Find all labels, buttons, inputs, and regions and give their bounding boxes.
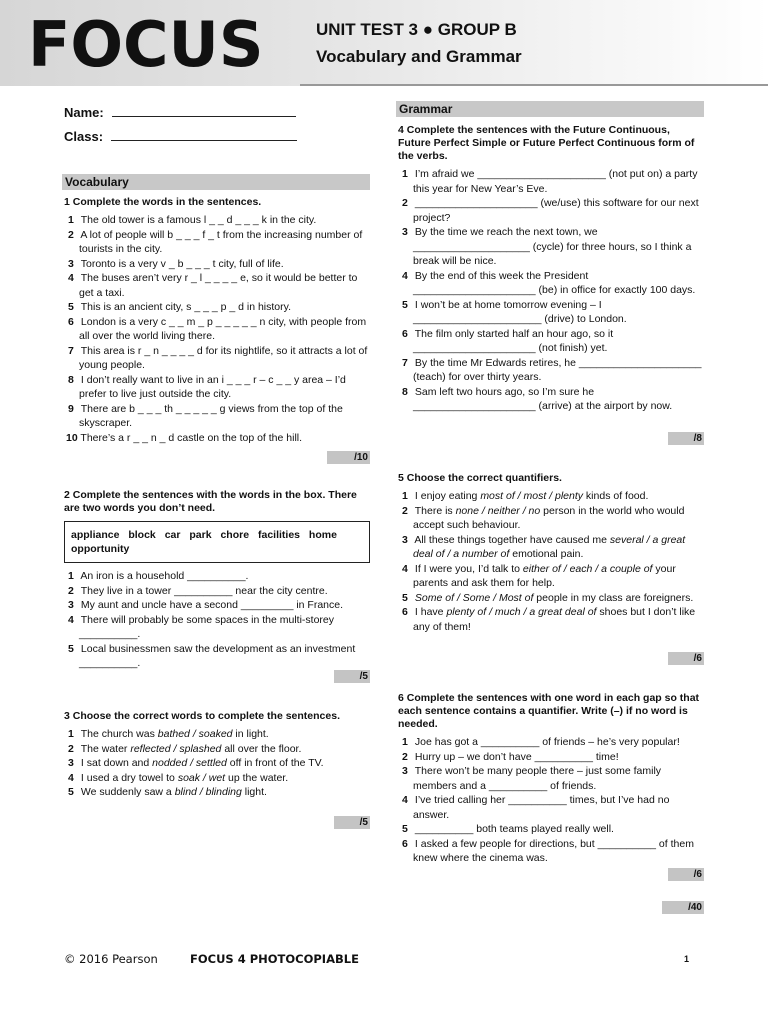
vocabulary-heading: Vocabulary (62, 174, 370, 190)
question-number: 4 (68, 613, 74, 626)
total-score: /40 (662, 901, 704, 914)
question-text-after: person in the world who would accept such behaviour. (413, 504, 685, 531)
question-number: 3 (68, 757, 74, 769)
question-item (64, 228, 368, 257)
question-number: 5 (68, 786, 74, 798)
question-item (398, 356, 704, 385)
class-label: Class: (64, 129, 104, 144)
question-text-before: I sat down and (80, 757, 153, 769)
question-text: Local businessmen saw the development as an investment __________. (79, 642, 356, 669)
question-text: There will probably be some spaces in the multi-storey __________. (79, 613, 335, 640)
ex5-instruction: 5 Choose the correct quantifiers. (398, 472, 562, 484)
question-item (64, 584, 370, 599)
answer-options[interactable]: several / a great deal of / a number of (413, 533, 686, 560)
class-field[interactable] (64, 128, 297, 144)
question-number: 1 (402, 736, 408, 748)
question-item (64, 315, 368, 344)
question-text: This area is r _ n _ _ _ _ d for its nightlife, so it attracts a lot of young people. (79, 344, 368, 371)
question-number: 3 (402, 226, 408, 238)
question-item (398, 327, 704, 356)
question-text: My aunt and uncle have a second _________ in France. (80, 599, 344, 611)
question-number: 5 (402, 591, 408, 604)
ex2-score: /5 (334, 670, 370, 683)
question-item (64, 613, 370, 642)
question-item (398, 562, 704, 591)
question-item (398, 504, 704, 533)
question-item (398, 225, 704, 269)
question-item (398, 793, 704, 822)
question-text-after: up the water. (225, 771, 289, 784)
question-item (398, 167, 704, 196)
question-text: There won’t be many people there – just some family members and a __________ of friends. (413, 765, 662, 792)
question-text: London is a very c _ _ m _ p _ _ _ _ _ n city, with people from all over the world living there. (79, 315, 367, 342)
ex4-score: /8 (668, 432, 704, 445)
question-item (64, 598, 370, 613)
question-text: This is an ancient city, s _ _ _ p _ d in history. (80, 301, 292, 313)
question-text: Joe has got a __________ of friends – he’s very popular! (414, 736, 680, 748)
ex6-list (398, 735, 704, 866)
question-number: 5 (402, 823, 408, 835)
focus-logo: FOCUS (28, 8, 264, 81)
question-number: 5 (68, 642, 74, 655)
answer-options[interactable]: bathed / soaked (157, 728, 233, 740)
question-text-after: kinds of food. (583, 490, 649, 502)
name-field[interactable] (64, 104, 296, 120)
question-item (64, 756, 370, 771)
question-number: 4 (402, 269, 408, 282)
question-number: 3 (68, 257, 74, 270)
exercise-5 (398, 472, 704, 634)
question-number: 2 (402, 504, 408, 517)
ex3-instruction: 3 Choose the correct words to complete the sentences. (64, 710, 340, 722)
ex3-list (64, 727, 370, 800)
question-number: 3 (402, 765, 408, 777)
question-number: 4 (68, 771, 74, 784)
question-text: By the time we reach the next town, we ____________________ (cycle) for three hours, so I think a break will be nice. (413, 226, 692, 267)
ex1-instruction: 1 Complete the words in the sentences. (64, 196, 262, 208)
question-item (64, 271, 368, 300)
question-number: 5 (68, 301, 74, 313)
page-number: 1 (684, 954, 690, 964)
question-number: 7 (68, 344, 74, 357)
name-label: Name: (64, 105, 104, 120)
question-item (398, 196, 704, 225)
product-label: FOCUS 4 PHOTOCOPIABLE (190, 952, 359, 966)
question-text: The old tower is a famous l _ _ d _ _ _ k in the city. (80, 214, 317, 226)
question-number: 2 (68, 584, 74, 597)
question-text-before: We suddenly saw a (80, 786, 175, 798)
question-item (398, 735, 704, 750)
word-box: appliance block car park chore facilities home opportunity (64, 521, 370, 563)
question-text-before: If I were you, I’d talk to (414, 562, 523, 575)
question-item (398, 269, 704, 298)
question-item (64, 402, 368, 431)
answer-options[interactable]: nodded / settled (152, 757, 227, 769)
question-number: 1 (68, 214, 74, 226)
question-item (398, 298, 704, 327)
question-number: 2 (68, 742, 74, 755)
question-text: _____________________ (we/use) this software for our next project? (413, 197, 699, 224)
question-text: Sam left two hours ago, so I’m sure he _____________________ (arrive) at the airport by now. (413, 385, 673, 412)
question-number: 4 (68, 272, 74, 284)
question-number: 3 (68, 599, 74, 611)
question-text: Toronto is a very v _ b _ _ _ t city, full of life. (80, 257, 284, 270)
question-text: A lot of people will b _ _ _ f _ t from the increasing number of tourists in the city. (79, 228, 363, 255)
question-text-after: emotional pain. (509, 548, 584, 560)
class-line[interactable] (111, 128, 297, 141)
answer-options[interactable]: either of / each / a couple of (522, 562, 653, 575)
question-number: 2 (68, 228, 74, 241)
question-item (64, 373, 368, 402)
question-text: I asked a few people for directions, but __________ of them knew where the cinema was. (413, 837, 694, 864)
question-text: Hurry up – we don’t have __________ time! (414, 750, 619, 763)
unit-subtitle: Vocabulary and Grammar (316, 47, 522, 66)
question-text: By the end of this week the President _____________________ (be) in office for exactly 100 days. (413, 269, 696, 296)
ex4-list (398, 167, 704, 414)
question-number: 5 (402, 298, 408, 311)
question-text: I don’t really want to live in an i _ _ _ r – c _ _ y area – I’d prefer to live just outside the city. (79, 373, 346, 400)
question-number: 4 (402, 562, 408, 575)
question-text: By the time Mr Edwards retires, he _____________________ (teach) for over thirty years. (413, 356, 702, 383)
question-number: 6 (68, 315, 74, 328)
question-number: 6 (402, 606, 408, 618)
answer-options[interactable]: blind / blinding (174, 786, 242, 798)
question-number: 1 (68, 728, 74, 740)
exercise-2 (64, 489, 370, 671)
question-text: They live in a tower __________ near the city centre. (80, 584, 328, 597)
question-number: 6 (402, 327, 408, 340)
exercise-1 (64, 196, 368, 445)
question-item (398, 591, 704, 606)
answer-options[interactable]: soak / wet (177, 771, 226, 784)
exercise-6 (398, 692, 704, 866)
question-text: I won’t be at home tomorrow evening – I ______________________ (drive) to London. (413, 298, 627, 325)
ex5-list (398, 489, 704, 634)
question-text: An iron is a household __________. (80, 570, 249, 582)
ex6-instruction: 6 Complete the sentences with one word in each gap so that each sentence contains a quantifier. Write (–) if no word is needed. (398, 692, 700, 730)
question-number: 10 (66, 431, 78, 444)
question-number: 3 (402, 533, 408, 546)
answer-options[interactable]: plenty of / much / a great deal of (446, 606, 597, 618)
question-text: The film only started half an hour ago, so it _____________________ (not finish) yet. (413, 327, 614, 354)
ex1-list (64, 213, 368, 445)
ex6-score: /6 (668, 868, 704, 881)
question-number: 6 (402, 837, 408, 850)
question-text: __________ both teams played really well. (414, 823, 614, 835)
question-text-after: off in front of the TV. (226, 757, 324, 769)
question-item (64, 300, 368, 315)
question-text-before: I have (414, 606, 447, 618)
question-number: 2 (402, 197, 408, 209)
question-text: The buses aren’t very r _ l _ _ _ _ e, so it would be better to get a taxi. (79, 272, 358, 299)
question-item (64, 642, 370, 671)
grammar-heading: Grammar (396, 101, 704, 117)
question-text: I’m afraid we ______________________ (not put on) a party this year for New Year’s Eve. (413, 168, 698, 195)
question-item (64, 431, 368, 446)
question-item (398, 489, 704, 504)
question-text-before: All these things together have caused me (414, 533, 610, 546)
question-item (398, 385, 704, 414)
question-text: There’s a r _ _ n _ d castle on the top of the hill. (80, 431, 303, 444)
question-item (64, 785, 370, 800)
ex2-list (64, 569, 370, 671)
question-text-before: The church was (80, 728, 158, 740)
question-item (64, 213, 368, 228)
name-line[interactable] (112, 104, 296, 117)
question-text-before: I used a dry towel to (80, 771, 178, 784)
ex2-instruction: 2 Complete the sentences with the words in the box. There are two words you don’t need. (64, 489, 357, 514)
answer-options[interactable]: most of / most / plenty (480, 490, 584, 502)
question-item (398, 837, 704, 866)
unit-title: UNIT TEST 3 ● GROUP B (316, 20, 517, 39)
question-text-after: shoes but I don’t like any of them! (413, 606, 696, 633)
question-item (64, 344, 368, 373)
question-item (64, 569, 370, 584)
exercise-3 (64, 710, 370, 800)
question-item (398, 605, 704, 634)
question-text-before: I enjoy eating (414, 490, 481, 502)
question-text-after: in light. (232, 728, 269, 740)
question-text-after: all over the floor. (221, 742, 302, 755)
ex1-score: /10 (327, 451, 370, 464)
question-text-after: people in my class are foreigners. (533, 591, 694, 604)
question-item (398, 750, 704, 765)
ex4-instruction: 4 Complete the sentences with the Future Continuous, Future Perfect Simple or Future Perfect Continuous form of the verbs. (398, 124, 695, 162)
question-number: 1 (402, 168, 408, 180)
question-text-before: The water (80, 742, 131, 755)
question-text-after: your parents and ask them for help. (413, 562, 676, 589)
answer-options[interactable]: Some of / Some / Most of (414, 591, 534, 604)
question-item (398, 533, 704, 562)
question-number: 9 (68, 402, 74, 415)
question-item (398, 764, 704, 793)
ex3-score: /5 (334, 816, 370, 829)
question-number: 8 (68, 373, 74, 386)
question-item (64, 771, 370, 786)
question-number: 4 (402, 794, 408, 806)
question-text: There are b _ _ _ th _ _ _ _ _ g views from the top of the skyscraper. (79, 402, 343, 429)
question-number: 1 (68, 570, 74, 582)
question-number: 2 (402, 750, 408, 763)
answer-options[interactable]: reflected / splashed (130, 742, 222, 755)
copyright: © 2016 Pearson (64, 952, 158, 966)
question-item (398, 822, 704, 837)
question-text-before: There is (414, 504, 456, 517)
exercise-4 (398, 124, 704, 414)
question-item (64, 257, 368, 272)
answer-options[interactable]: none / neither / no (455, 504, 541, 517)
question-number: 8 (402, 385, 408, 398)
question-item (64, 742, 370, 757)
question-number: 1 (402, 490, 408, 502)
question-number: 7 (402, 356, 408, 369)
ex5-score: /6 (668, 652, 704, 665)
question-text-after: light. (241, 786, 267, 798)
question-item (64, 727, 370, 742)
question-text: I’ve tried calling her __________ times, but I’ve had no answer. (413, 794, 670, 821)
